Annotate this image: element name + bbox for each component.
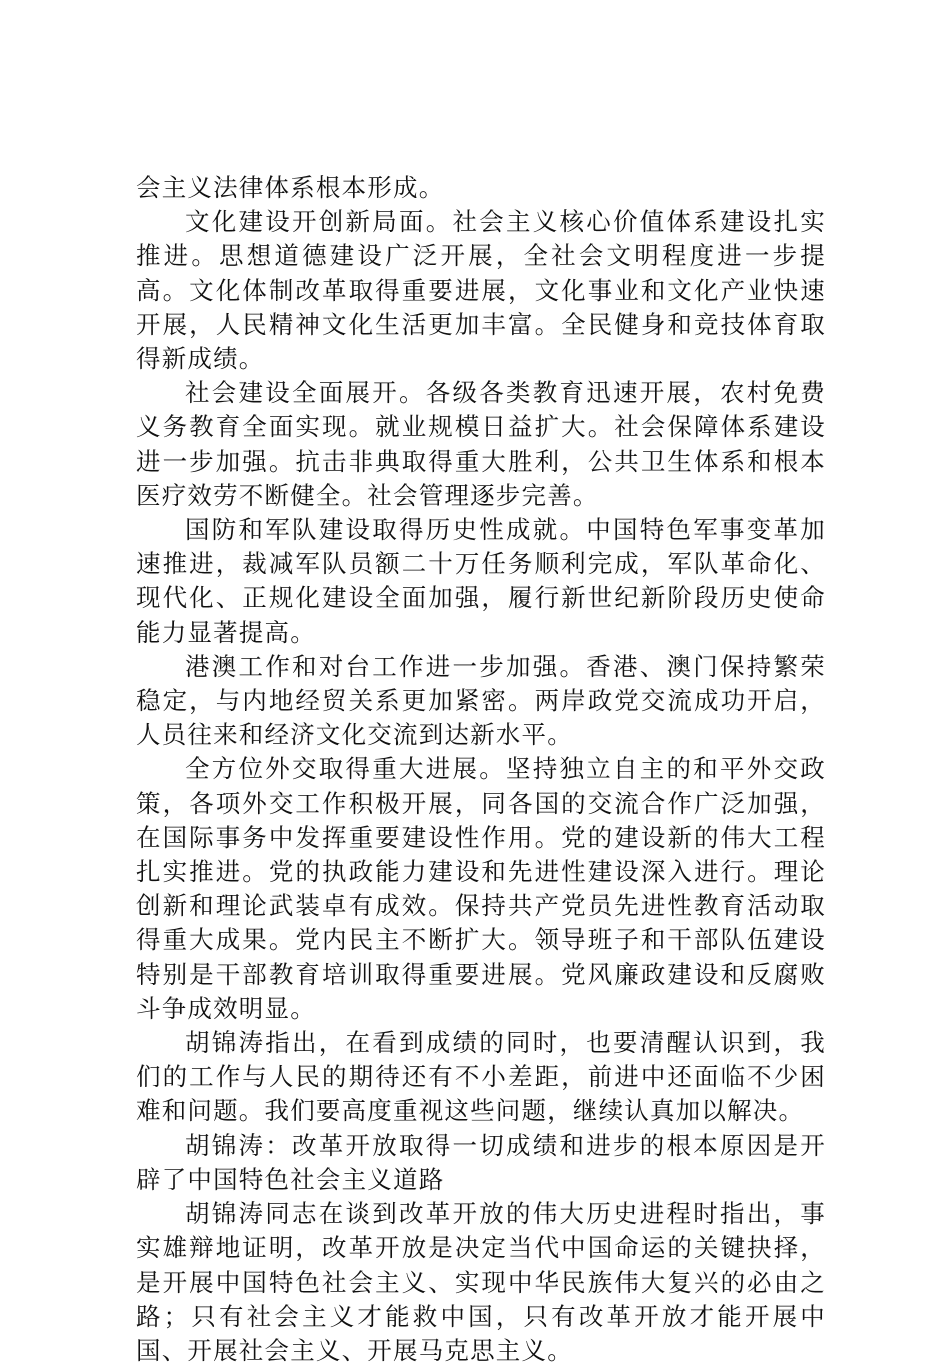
section-heading: 胡锦涛：改革开放取得一切成绩和进步的根本原因是开辟了中国特色社会主义道路 [136, 1130, 826, 1194]
paragraph-shortcomings: 胡锦涛指出，在看到成绩的同时，也要清醒认识到，我们的工作与人民的期待还有不小差距，前进中还面临不少困难和问题。我们要高度重视这些问题，继续认真加以解决。 [136, 1028, 826, 1126]
document-body [136, 171, 826, 1368]
paragraph-defense: 国防和军队建设取得历史性成就。中国特色军事变革加速推进，裁减军队员额二十万任务顺利完成，军队革命化、现代化、正规化建设全面加强，履行新世纪新阶段历史使命能力显著提高。 [136, 515, 826, 647]
paragraph-continuation: 会主义法律体系根本形成。 [136, 173, 445, 202]
paragraph-society: 社会建设全面展开。各级各类教育迅速开展，农村免费义务教育全面实现。就业规模日益扩大。社会保障体系建设进一步加强。抗击非典取得重大胜利，公共卫生体系和根本医疗效劳不断健全。社会管理逐步完善。 [136, 378, 826, 510]
paragraph-culture: 文化建设开创新局面。社会主义核心价值体系建设扎实推进。思想道德建设广泛开展，全社会文明程度进一步提高。文化体制改革取得重要进展，文化事业和文化产业快速开展，人民精神文化生活更加丰富。全民健身和竞技体育取得新成绩。 [136, 207, 826, 374]
paragraph-diplomacy: 全方位外交取得重大进展。坚持独立自主的和平外交政策，各项外交工作积极开展，同各国的交流合作广泛加强，在国际事务中发挥重要建设性作用。党的建设新的伟大工程扎实推进。党的执政能力建设和先进性建设深入进行。理论创新和理论武装卓有成效。保持共产党员先进性教育活动取得重大成果。党内民主不断扩大。领导班子和干部队伍建设特别是干部教育培训取得重要进展。党风廉政建设和反腐败斗争成效明显。 [136, 754, 826, 1023]
paragraph-reform: 胡锦涛同志在谈到改革开放的伟大历史进程时指出，事实雄辩地证明，改革开放是决定当代中国命运的关键抉择，是开展中国特色社会主义、实现中华民族伟大复兴的必由之路；只有社会主义才能救中国，只有改革开放才能开展中国、开展社会主义、开展马克思主义。 [136, 1199, 826, 1365]
paragraph-hk-macau-taiwan: 港澳工作和对台工作进一步加强。香港、澳门保持繁荣稳定，与内地经贸关系更加紧密。两岸政党交流成功开启，人员往来和经济文化交流到达新水平。 [136, 651, 826, 750]
